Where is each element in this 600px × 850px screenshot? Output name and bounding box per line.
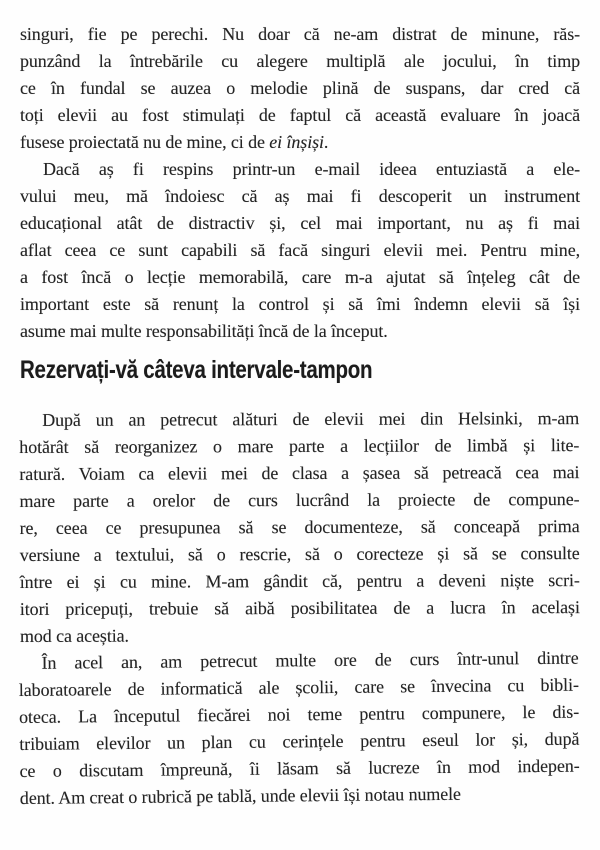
paragraph <box>20 156 580 345</box>
text-line: re, ceea ce presupunea să se documenteze, să conceapă prima <box>19 516 580 539</box>
text-line <box>20 129 580 156</box>
text-line: punzând la întrebările cu alegere multiplă ale jocului, în timp <box>20 51 580 71</box>
text-line: asume mai multe responsabilități încă de la început. <box>20 321 388 341</box>
text-line: mod ca aceștia. <box>19 625 129 646</box>
text-line: itori pricepuți, trebuie să aibă posibilitatea de a lucra în același <box>19 597 580 620</box>
italic-text: ei înșiși <box>269 132 324 152</box>
text-line: aflat ceea ce sunt capabili să facă singuri elevii mei. Pentru mine, <box>20 240 580 260</box>
text-segment: . <box>323 132 329 152</box>
paragraph-continuation <box>20 21 580 156</box>
text-line: versiune a textului, să o rescrie, să o corecteze și să se consulte <box>19 543 580 566</box>
text-line: între ei și cu mine. M-am gândit că, pentru a deveni niște scri- <box>19 570 580 593</box>
text-line: educațional atât de distractiv și, cel mai important, nu aș fi mai <box>20 213 580 233</box>
text-line: ratură. Voiam ca elevii mei de clasa a șasea să petreacă cea mai <box>19 462 580 485</box>
text-line: tribuiam elevilor un plan cu cerințele pentru eseul lor și, după <box>19 728 580 755</box>
text-line: oteca. La începutul fiecărei noi teme pentru compunere, le dis- <box>18 701 580 728</box>
text-line: mare parte a orelor de curs lucrând la proiecte de compune- <box>19 489 580 512</box>
text-line: laboratoarele de informatică ale școlii, care se învecina cu bibli- <box>18 674 579 701</box>
text-line: Dacă aș fi respins printr-un e-mail ideea entuziastă a ele- <box>43 159 580 179</box>
text-line: După un an petrecut alături de elevii mei din Helsinki, m-am <box>42 408 580 430</box>
text-line: singuri, fie pe perechi. Nu doar că ne-am distrat de minune, răs- <box>20 24 580 44</box>
text-line: În acel an, am petrecut multe ore de curs într-unul dintre <box>41 647 579 673</box>
text-line: toți elevii au fost stimulați de faptul că această evaluare în joacă <box>20 105 580 125</box>
paragraph <box>18 645 580 812</box>
section-heading: Rezervați-vă câteva intervale-tampon <box>20 356 373 384</box>
text-segment: fusese proiectată nu de mine, ci de <box>20 132 270 152</box>
text-line: important este să renunț la control și să îmi îndemn elevii să își <box>20 294 580 314</box>
text-line: ce o discutam împreună, îi lăsam să lucreze în mod indepen- <box>19 755 580 782</box>
text-line: vului meu, mă îndoiesc că aș mai fi descoperit un instrument <box>20 186 580 206</box>
text-line: ce în fundal se auzea o melodie plină de suspans, dar cred că <box>20 78 580 98</box>
text-line: dent. Am creat o rubrică pe tablă, unde elevii își notau numele <box>19 783 461 809</box>
paragraph <box>19 405 580 650</box>
text-line: a fost încă o lecție memorabilă, care m-a ajutat să înțeleg cât de <box>20 267 580 287</box>
text-line: hotărât să reorganizez o mare parte a lecțiilor de limbă și lite- <box>19 435 580 458</box>
